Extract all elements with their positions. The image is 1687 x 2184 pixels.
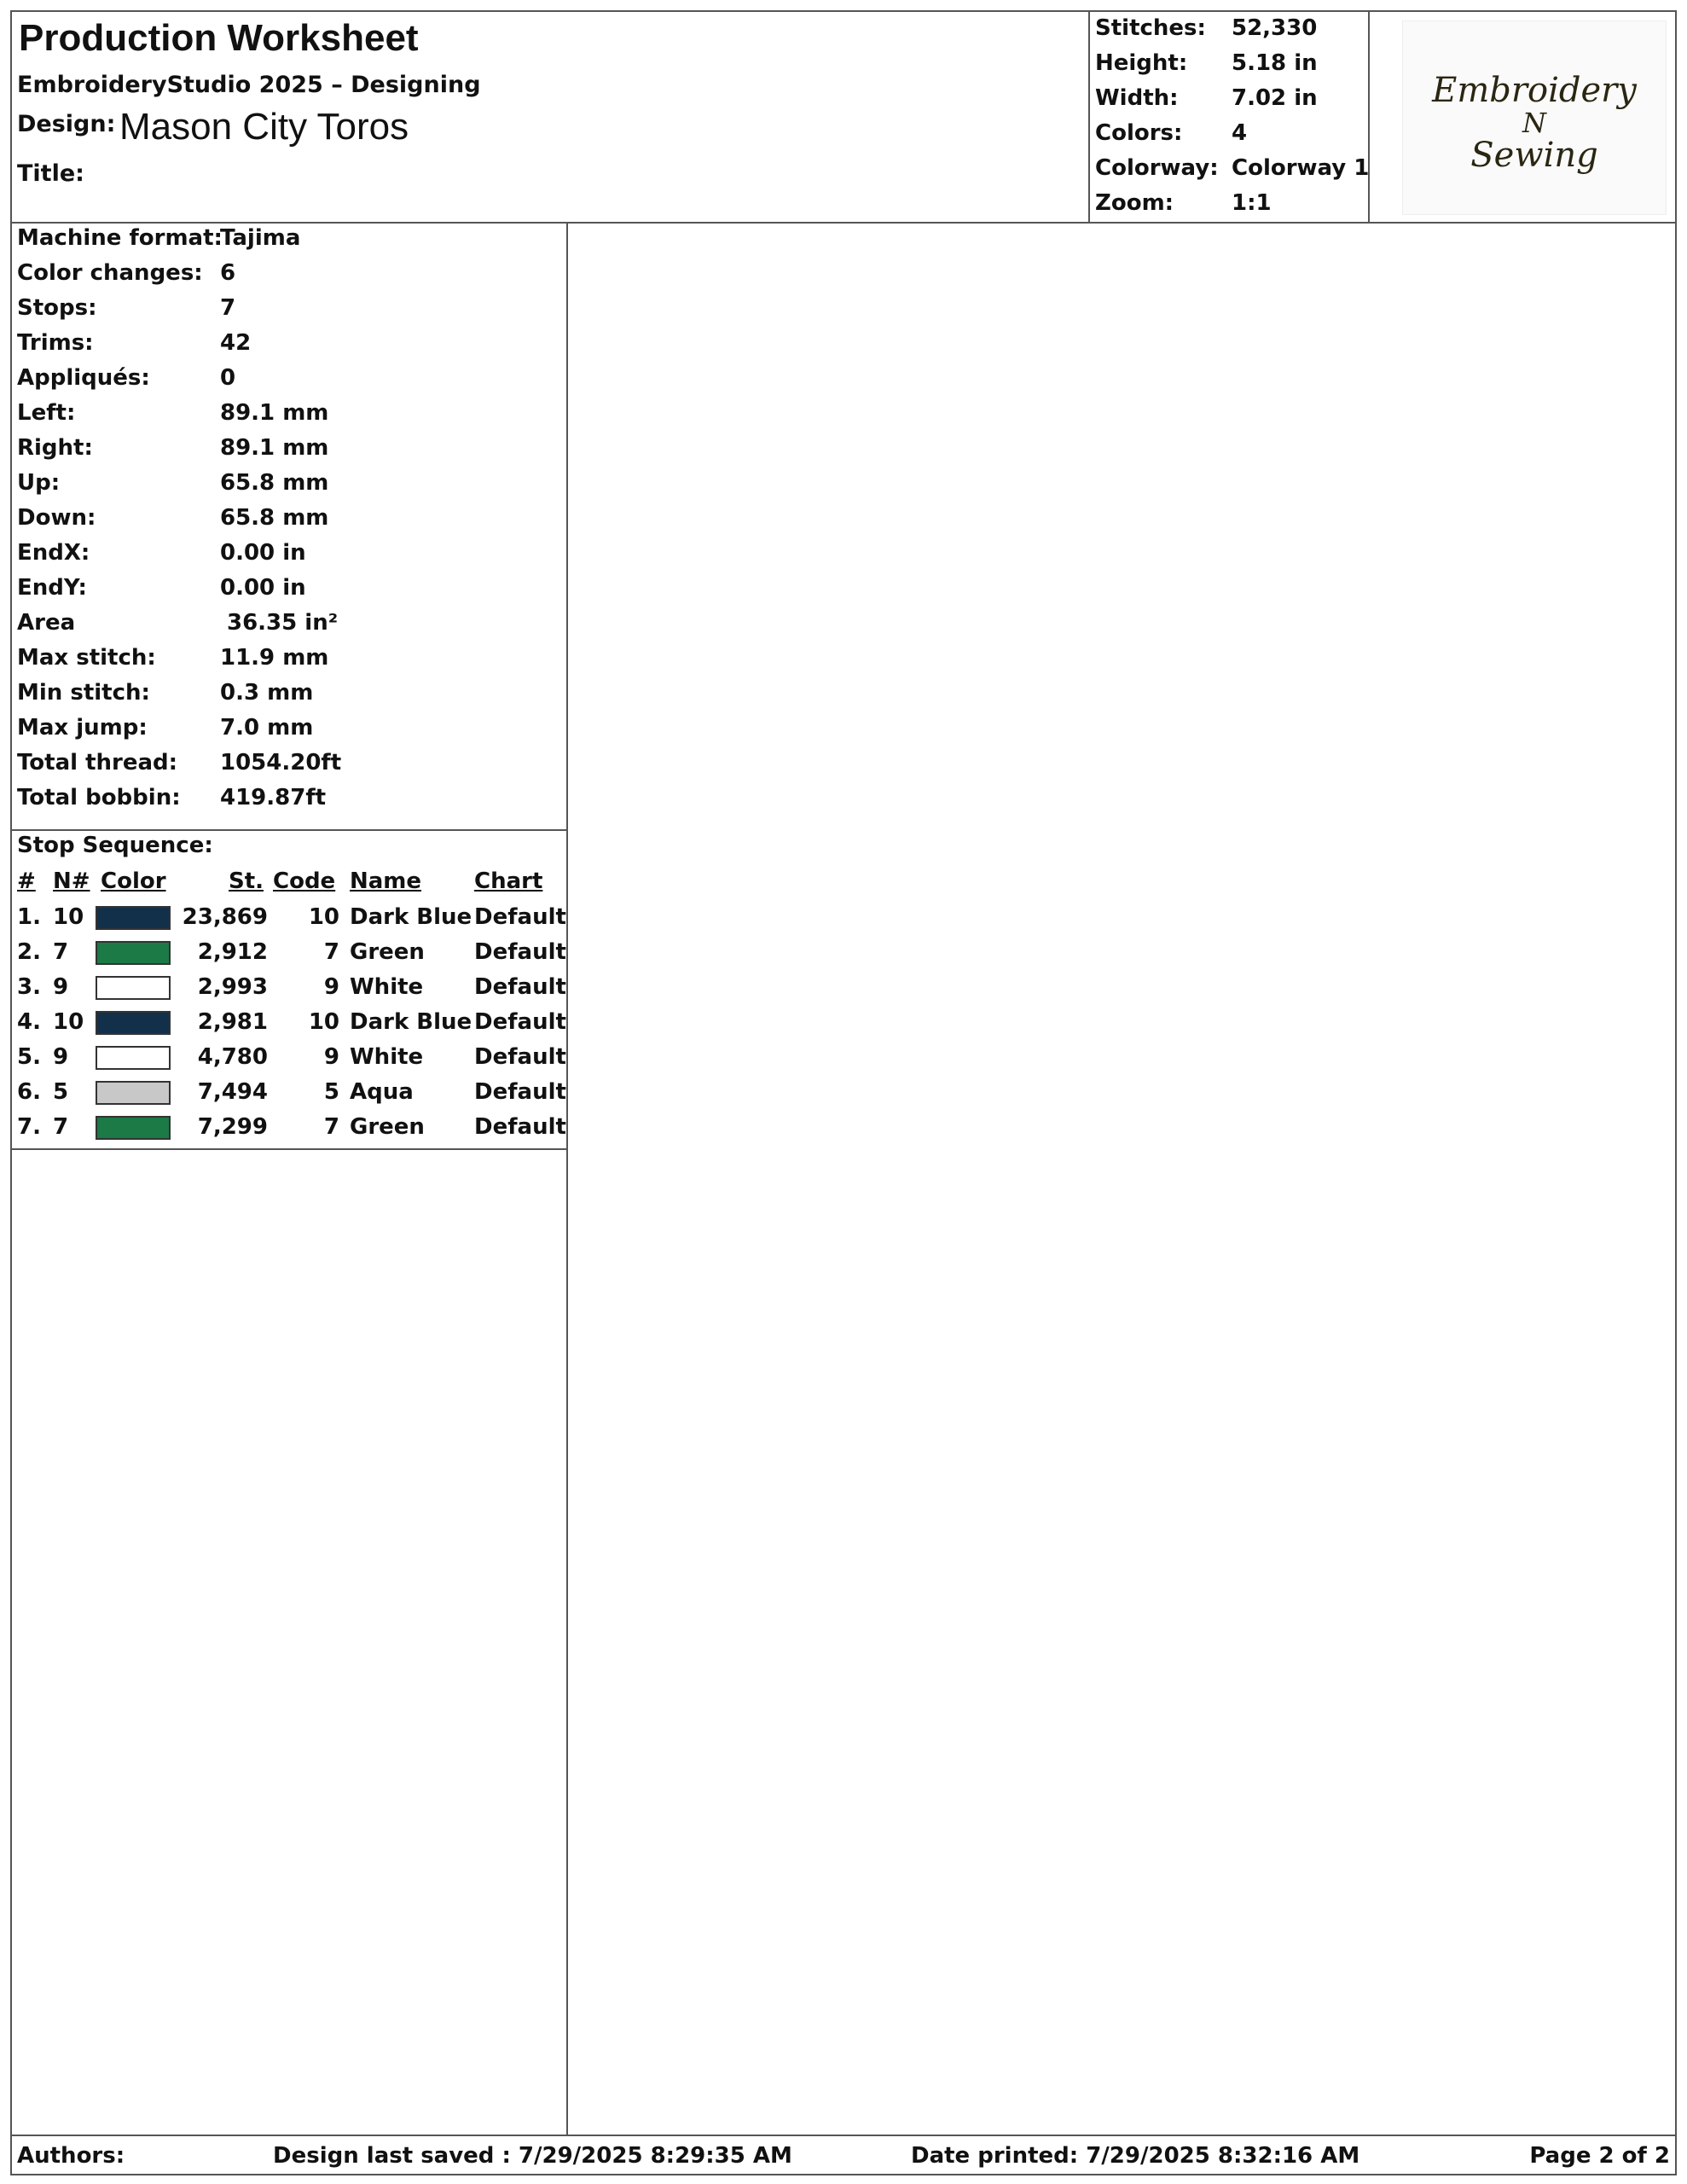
title-label: Title:: [17, 160, 84, 187]
machine-info-panel: [12, 224, 568, 2135]
row-name: White: [350, 1044, 424, 1070]
info-value: 89.1 mm: [220, 400, 329, 426]
column-header-number: #: [17, 868, 36, 894]
row-stitches: 23,869: [182, 904, 268, 930]
info-label: EndX:: [17, 540, 90, 566]
stop-sequence-row: [12, 1044, 566, 1078]
design-last-saved: Design last saved : 7/29/2025 8:29:35 AM: [273, 2143, 792, 2169]
column-header-code: Code: [273, 868, 336, 894]
row-chart: Default: [474, 904, 566, 930]
stat-label: Width:: [1095, 85, 1179, 111]
column-header-needle: N#: [53, 868, 90, 894]
stop-sequence-row: [12, 904, 566, 938]
design-name: Mason City Toros: [119, 106, 409, 148]
info-value: 1054.20ft: [220, 750, 342, 775]
info-value: 0.00 in: [220, 575, 306, 601]
row-name: Dark Blue: [350, 904, 472, 930]
logo-line-3: Sewing: [1470, 136, 1598, 175]
info-label: Machine format:: [17, 225, 223, 251]
row-number: 4.: [17, 1009, 41, 1035]
stat-label: Zoom:: [1095, 190, 1174, 216]
logo-panel: [1370, 12, 1677, 222]
row-chart: Default: [474, 1114, 566, 1140]
info-value: 65.8 mm: [220, 505, 329, 531]
row-stitches: 7,494: [197, 1079, 268, 1105]
row-chart: Default: [474, 1079, 566, 1105]
row-chart: Default: [474, 1009, 566, 1035]
stat-value: 5.18 in: [1232, 50, 1318, 76]
logo-line-1: Embroidery: [1432, 71, 1637, 110]
color-swatch: [96, 1046, 171, 1070]
row-number: 3.: [17, 974, 41, 1000]
application-name: EmbroideryStudio 2025 – Designing: [17, 72, 481, 98]
stat-value: 52,330: [1232, 15, 1318, 41]
row-needle: 9: [53, 1044, 69, 1070]
info-value: 0: [220, 365, 236, 391]
row-name: White: [350, 974, 424, 1000]
info-label: Max stitch:: [17, 645, 156, 671]
worksheet-header: [12, 12, 1675, 224]
info-label: Min stitch:: [17, 680, 150, 706]
row-code: 5: [323, 1079, 339, 1105]
stop-sequence-row: [12, 1114, 566, 1148]
stat-value: 7.02 in: [1232, 85, 1318, 111]
info-label: Right:: [17, 435, 93, 461]
logo-line-2: N: [1522, 107, 1546, 139]
row-chart: Default: [474, 974, 566, 1000]
info-value: 36.35 in²: [227, 610, 339, 636]
row-number: 2.: [17, 939, 41, 965]
row-needle: 10: [53, 1009, 84, 1035]
info-label: Area: [17, 610, 76, 636]
section-divider: [12, 829, 566, 831]
row-code: 9: [323, 1044, 339, 1070]
info-label: Appliqués:: [17, 365, 150, 391]
info-label: Down:: [17, 505, 96, 531]
color-swatch: [96, 1081, 171, 1105]
row-needle: 10: [53, 904, 84, 930]
info-value: 89.1 mm: [220, 435, 329, 461]
info-value: 0.3 mm: [220, 680, 314, 706]
info-value: 419.87ft: [220, 785, 327, 810]
row-number: 6.: [17, 1079, 41, 1105]
info-value: 6: [220, 260, 236, 286]
row-stitches: 2,981: [197, 1009, 268, 1035]
info-value: 7.0 mm: [220, 715, 314, 741]
page-title: Production Worksheet: [19, 17, 419, 59]
row-code: 9: [323, 974, 339, 1000]
row-needle: 7: [53, 939, 69, 965]
worksheet-footer: [12, 2135, 1675, 2174]
info-label: Total thread:: [17, 750, 178, 775]
color-swatch: [96, 976, 171, 1000]
row-stitches: 2,993: [197, 974, 268, 1000]
date-printed: Date printed: 7/29/2025 8:32:16 AM: [911, 2143, 1360, 2169]
stat-label: Height:: [1095, 50, 1188, 76]
info-label: Up:: [17, 470, 61, 496]
stop-sequence-title: Stop Sequence:: [17, 833, 213, 858]
stat-value: Colorway 1: [1232, 155, 1370, 181]
design-label: Design:: [17, 111, 116, 137]
header-title-block: [12, 12, 1088, 222]
embroidery-n-sewing-logo: [1402, 20, 1667, 215]
column-header-chart: Chart: [474, 868, 543, 894]
info-value: 42: [220, 330, 252, 356]
row-stitches: 2,912: [197, 939, 268, 965]
row-name: Dark Blue: [350, 1009, 472, 1035]
color-swatch: [96, 1116, 171, 1140]
row-name: Aqua: [350, 1079, 414, 1105]
row-stitches: 4,780: [197, 1044, 268, 1070]
row-number: 1.: [17, 904, 41, 930]
stop-sequence-row: [12, 974, 566, 1008]
stat-label: Colors:: [1095, 120, 1183, 146]
stat-label: Stitches:: [1095, 15, 1206, 41]
worksheet-page: [10, 10, 1677, 2175]
stat-value: 1:1: [1232, 190, 1272, 216]
info-label: Max jump:: [17, 715, 148, 741]
info-value: Tajima: [220, 225, 301, 251]
row-needle: 5: [53, 1079, 69, 1105]
info-label: Total bobbin:: [17, 785, 181, 810]
stop-sequence-row: [12, 1079, 566, 1113]
info-label: Left:: [17, 400, 76, 426]
row-number: 7.: [17, 1114, 41, 1140]
authors-label: Authors:: [17, 2143, 125, 2169]
column-header-name: Name: [350, 868, 422, 894]
info-label: Trims:: [17, 330, 94, 356]
column-header-stitches: St.: [229, 868, 264, 894]
row-stitches: 7,299: [197, 1114, 268, 1140]
color-swatch: [96, 906, 171, 930]
row-name: Green: [350, 939, 425, 965]
row-number: 5.: [17, 1044, 41, 1070]
stop-sequence-row: [12, 939, 566, 973]
row-chart: Default: [474, 1044, 566, 1070]
row-code: 10: [308, 904, 339, 930]
info-value: 11.9 mm: [220, 645, 329, 671]
row-code: 10: [308, 1009, 339, 1035]
info-value: 65.8 mm: [220, 470, 329, 496]
color-swatch: [96, 941, 171, 965]
info-label: Color changes:: [17, 260, 203, 286]
section-divider: [12, 1148, 566, 1150]
row-name: Green: [350, 1114, 425, 1140]
stat-label: Colorway:: [1095, 155, 1219, 181]
row-chart: Default: [474, 939, 566, 965]
row-needle: 9: [53, 974, 69, 1000]
info-value: 0.00 in: [220, 540, 306, 566]
stat-value: 4: [1232, 120, 1248, 146]
row-code: 7: [323, 1114, 339, 1140]
row-needle: 7: [53, 1114, 69, 1140]
info-label: Stops:: [17, 295, 97, 321]
column-header-color: Color: [101, 868, 166, 894]
row-code: 7: [323, 939, 339, 965]
color-swatch: [96, 1011, 171, 1035]
page-number: Page 2 of 2: [1529, 2143, 1670, 2169]
info-value: 7: [220, 295, 236, 321]
info-label: EndY:: [17, 575, 87, 601]
stop-sequence-row: [12, 1009, 566, 1043]
design-stats: [1088, 12, 1370, 222]
